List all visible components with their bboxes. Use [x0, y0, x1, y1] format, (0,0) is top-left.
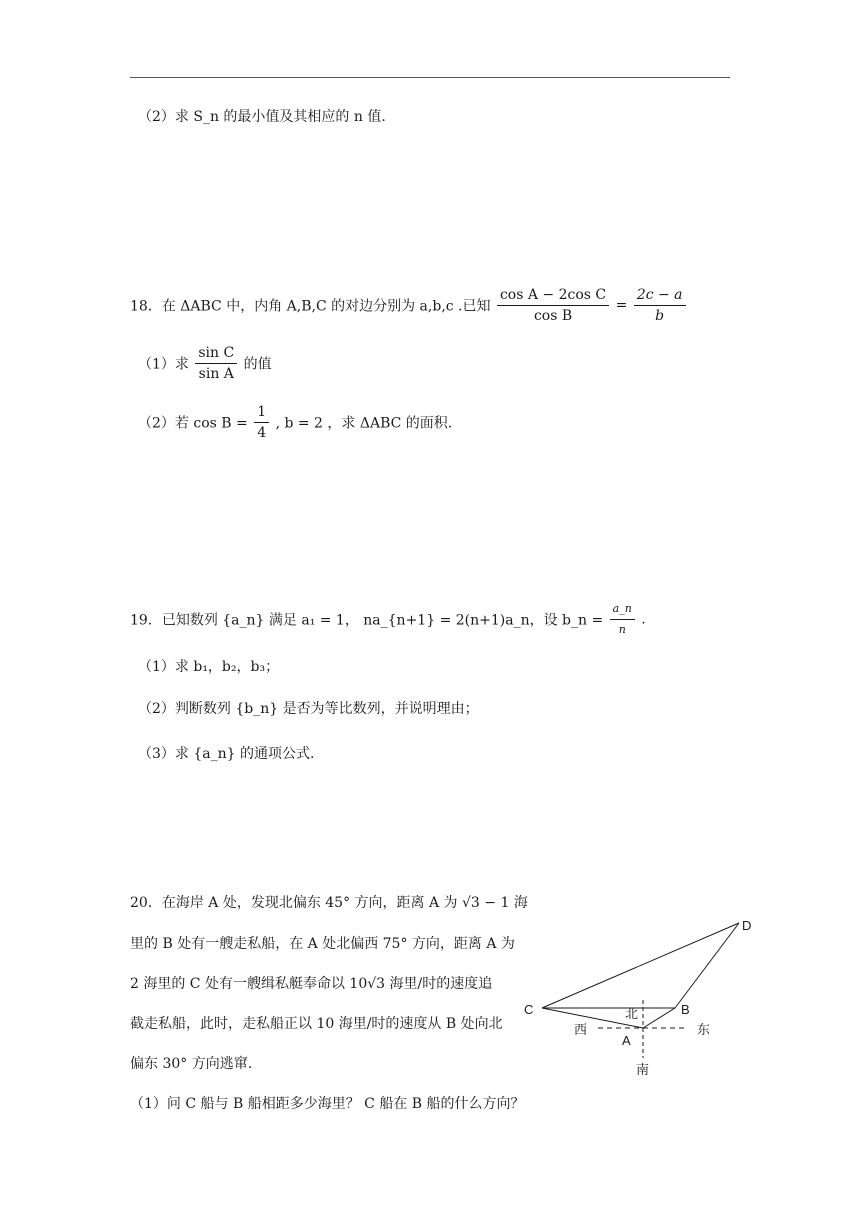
label-west: 西 — [574, 1022, 588, 1037]
label-south: 南 — [636, 1062, 650, 1077]
label-B: B — [681, 1002, 690, 1017]
q18-rhs-fraction: $\frac{2c - a}{b}$ — [634, 286, 686, 325]
q20-line2: 里的 B 处有一艘走私船，在 A 处北偏西 75° 方向，距离 A 为 — [130, 936, 515, 952]
label-A: A — [622, 1033, 631, 1048]
label-C: C — [524, 1002, 534, 1017]
q18-part2: （2）若 cos B = $\frac{1}{4}$ , b = 2 ，求 ΔABC 的面积. — [138, 404, 453, 441]
line-CD — [542, 923, 739, 1008]
q20-part1: （1）问 C 船与 B 船相距多少海里？ C 船在 B 船的什么方向？ — [130, 1096, 525, 1112]
line-DB — [675, 923, 739, 1008]
q17-part2: （2）求 S_n 的最小值及其相应的 n 值. — [138, 109, 386, 125]
line-AB — [643, 1008, 675, 1028]
q19-part2: （2）判断数列 {b_n} 是否为等比数列，并说明理由； — [138, 701, 479, 717]
q18-lhs-fraction: $\frac{\text{cos A − 2cos C}}{\text{cos B}}$ — [497, 286, 609, 325]
sea-chase-figure — [512, 912, 762, 1082]
label-north: 北 — [625, 1006, 639, 1021]
q19-stem: 19．已知数列 {a_n} 满足 a₁ = 1， na_{n+1} = 2(n+1)a_n，设 b_n = $\frac{a\_n}{n}$ . — [130, 602, 646, 636]
header-rule — [130, 77, 730, 78]
label-east: 东 — [697, 1022, 711, 1037]
q20-line1: 20．在海岸 A 处，发现北偏东 45° 方向，距离 A 为 √3 − 1 海 — [130, 895, 528, 911]
label-D: D — [742, 918, 752, 933]
q20-line4: 截走私船，此时，走私船正以 10 海里/时的速度从 B 处向北 — [130, 1016, 503, 1032]
q18-stem: 18．在 ΔABC 中，内角 A,B,C 的对边分别为 a,b,c .已知 $\frac{\text{cos A − 2cos C}}{\text{cos B}}$ = $\frac{2c - a}{b}$ — [130, 286, 688, 325]
q18-part1: （1）求 $\frac{\text{sin C}}{\text{sin A}}$ 的值 — [138, 345, 272, 382]
q19-part3: （3）求 {a_n} 的通项公式. — [138, 746, 315, 762]
q19-part1: （1）求 b₁，b₂，b₃； — [138, 659, 280, 675]
q20-line5: 偏东 30° 方向逃窜. — [130, 1056, 253, 1072]
q20-line3: 2 海里的 C 处有一艘缉私艇奉命以 10√3 海里/时的速度追 — [130, 976, 493, 992]
